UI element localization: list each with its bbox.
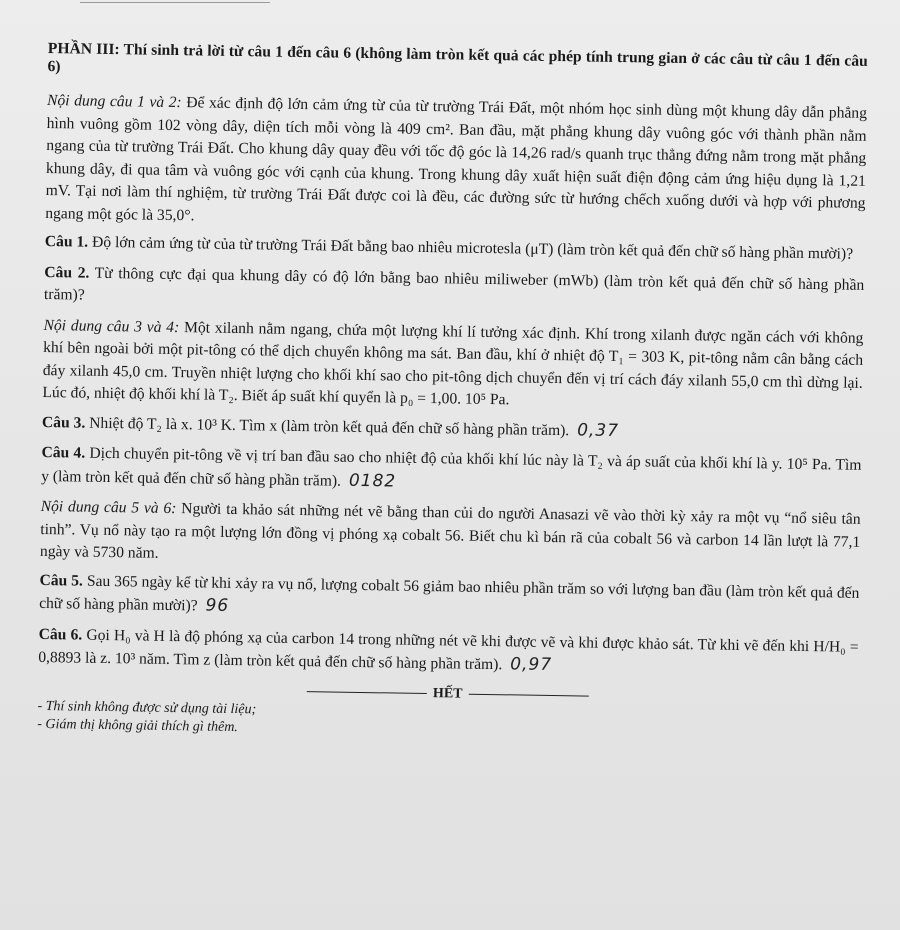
question-2 xyxy=(44,261,865,319)
end-rule-right xyxy=(469,693,589,696)
part-heading: PHẦN III: Thí sinh trả lời từ câu 1 đến câu 6 (không làm tròn kết quả các phép tính trung gian ở các câu từ câu 1 đến câu 6) xyxy=(47,40,868,76)
question-3-label: Câu 3. xyxy=(41,413,86,432)
exam-content xyxy=(37,40,868,746)
note-2: - Giám thị không giải thích gì thêm. xyxy=(37,716,239,735)
group-1-text: Để xác định độ lớn cảm ứng từ của từ trường Trái Đất, một nhóm học sinh dùng một khung dây dẫn phẳng hình vuông gồm 102 vòng dây, diện tích mỗi vòng là 409 cm². Ban đầu, mặt phẳng khung dây vuông góc với thành phần nằm ngang của từ trường Trái Đất. Cho khung dây quay đều với tốc độ góc là 14,26 rad/s quanh trục thẳng đứng nằm trong mặt phẳng khung dây, đi qua tâm và vuông góc với cạnh của khung. Trong khung dây xuất hiện suất điện động cảm ứng hiệu dụng là 1,21 mV. Tại nơi làm thí nghiệm, từ trường Trái Đất được coi là đều, các đường sức từ hướng chếch xuống dưới và hợp với phương ngang một góc là 35,0°. xyxy=(45,94,868,224)
group-2-intro xyxy=(42,314,863,417)
question-6-handwritten-answer: 0,97 xyxy=(510,654,553,675)
question-5-label: Câu 5. xyxy=(39,571,84,590)
group-3-text: Người ta khảo sát những nét vẽ bằng than củi do người Anasazi vẽ vào thời kỳ xảy ra một vụ “nổ siêu tân tinh”. Vụ nổ này tạo ra một lượng lớn đồng vị phóng xạ cobalt 56. Biết chu kì bán rã của cobalt 56 và carbon 14 lần lượt là 77,1 ngày và 5730 năm. xyxy=(39,500,861,562)
end-label: HẾT xyxy=(432,685,463,702)
question-1-label: Câu 1. xyxy=(44,232,89,251)
question-5 xyxy=(39,569,860,628)
question-4 xyxy=(41,442,862,501)
question-6-label: Câu 6. xyxy=(38,625,83,644)
group-3-lead: Nội dung câu 5 và 6: xyxy=(40,497,177,518)
group-2-lead: Nội dung câu 3 và 4: xyxy=(43,316,180,336)
question-4-label: Câu 4. xyxy=(41,443,86,462)
group-1-intro xyxy=(45,90,867,238)
question-5-handwritten-answer: 96 xyxy=(205,595,230,616)
question-5-text: Sau 365 ngày kể từ khi xảy ra vụ nổ, lượng cobalt 56 giảm bao nhiêu phần trăm so với lượng ban đầu (làm tròn kết quả đến chữ số hàng phần mười)? xyxy=(39,572,860,615)
question-6-text: Gọi H₀ và H là độ phóng xạ của carbon 14 trong những nét vẽ khi được vẽ và khi được khảo sát. Từ khi vẽ đến khi H/H₀ = 0,8893 là z. 10³ năm. Tìm z (làm tròn kết quả đến chữ số hàng phần trăm). xyxy=(38,626,859,674)
question-2-text: Từ thông cực đại qua khung dây có độ lớn bằng bao nhiêu miliweber (mWb) (làm tròn kết quả đến chữ số hàng phần trăm)? xyxy=(43,264,865,304)
group-1-lead: Nội dung câu 1 và 2: xyxy=(46,91,182,112)
group-2-text: Một xilanh nằm ngang, chứa một lượng khí lí tưởng xác định. Khí trong xilanh được ngăn cách với không khí bên ngoài bởi một pit-tông có thể dịch chuyển không ma sát. Ban đầu, khí ở nhiệt độ T₁ = 303 K, pit-tông nằm cân bằng cách đáy xilanh 45,0 cm. Truyền nhiệt lượng cho khối khí sao cho pit-tông dịch chuyển đến vị trí cách đáy xilanh 55,0 cm thì dừng lại. Lúc đó, nhiệt độ khối khí là T₂. Biết áp suất khí quyển là p₀ = 1,00. 10⁵ Pa. xyxy=(42,318,864,409)
question-2-label: Câu 2. xyxy=(44,263,90,282)
question-3 xyxy=(42,410,862,446)
note-1: - Thí sinh không được sử dụng tài liệu; xyxy=(37,698,257,717)
question-3-handwritten-answer: 0,37 xyxy=(577,419,620,441)
question-1 xyxy=(45,231,865,266)
group-3-intro xyxy=(40,496,861,576)
end-rule-left xyxy=(307,691,427,694)
question-1-text: Độ lớn cảm ứng từ của từ trường Trái Đất bằng bao nhiêu microtesla (μT) (làm tròn kết quả đến chữ số hàng phần mười)? xyxy=(91,233,854,263)
question-6 xyxy=(38,623,859,682)
question-4-handwritten-answer: 0182 xyxy=(348,470,397,492)
question-3-text: Nhiệt độ T₂ là x. 10³ K. Tìm x (làm tròn kết quả đến chữ số hàng phần trăm). xyxy=(89,414,570,439)
top-divider xyxy=(80,2,270,3)
question-4-text: Dịch chuyển pit-tông về vị trí ban đầu sao cho nhiệt độ của khối khí lúc này là T₂ và áp suất của khối khí là y. 10⁵ Pa. Tìm y (làm tròn kết quả đến chữ số hàng phần trăm). xyxy=(41,444,862,490)
